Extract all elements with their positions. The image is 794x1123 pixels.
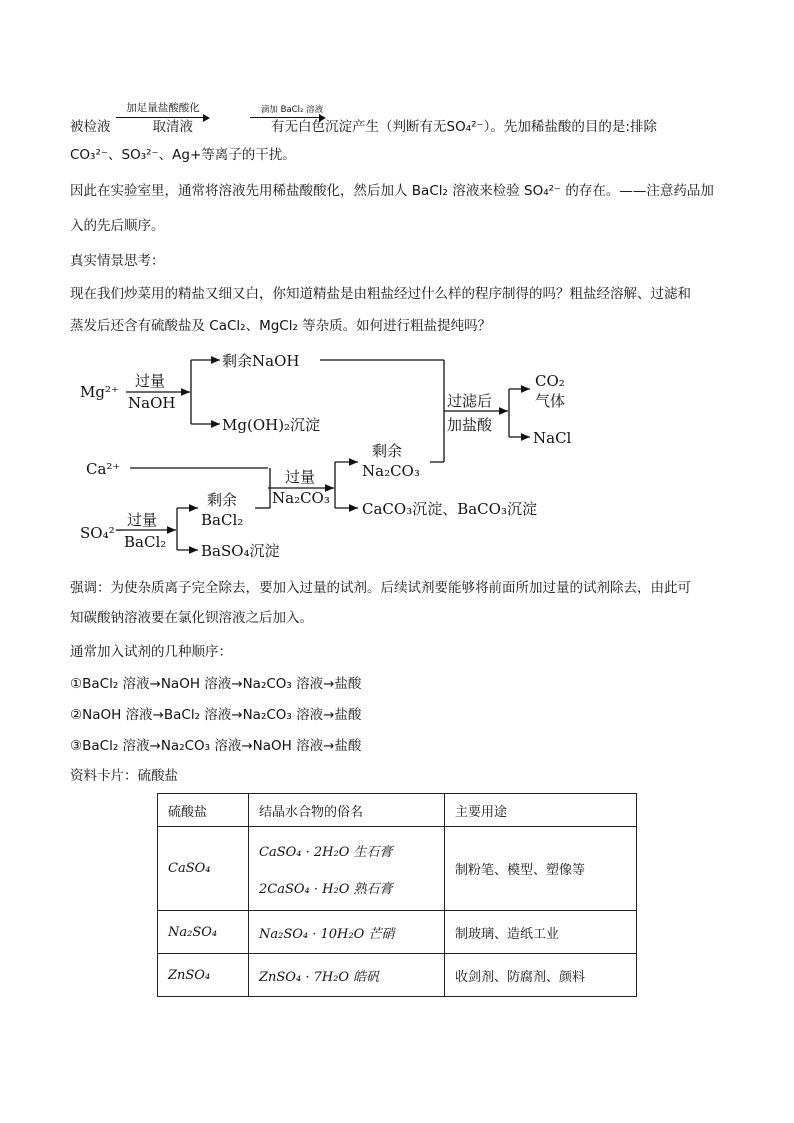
emphasis-line2: 知碳酸钠溶液要在氯化钡溶液之后加入。 (70, 610, 313, 626)
add-hcl-label: 加盐酸 (447, 416, 493, 434)
hydrate-cell (249, 827, 445, 911)
table-row (158, 827, 637, 911)
result-text: 有无白色沉淀产生（判断有无SO₄²⁻）。先加稀盐酸的目的是:排除 (271, 119, 657, 135)
step1-label: 加足量盐酸酸化 (126, 102, 200, 114)
use-cell: 收剑剂、防腐剂、颜料 (445, 954, 637, 997)
nacl-product: NaCl (533, 429, 572, 447)
sample-text: 被检液 (70, 119, 111, 135)
para1-line2: 入的先后顺序。 (70, 218, 165, 234)
sulfate-table (157, 793, 637, 997)
header-salt: 硫酸盐 (158, 794, 249, 827)
card-heading: 资料卡片：硫酸盐 (70, 768, 178, 784)
heading-real: 真实情景思考： (70, 253, 165, 269)
use-cell: 制玻璃、造纸工业 (445, 911, 637, 954)
na2co3-label: Na₂CO₃ (272, 489, 330, 507)
hydrate-cell: Na₂SO₄ · 10H₂O 芒硝 (249, 911, 445, 954)
baso4-precipitate: BaSO₄沉淀 (201, 542, 280, 560)
co2-product: CO₂ (535, 372, 565, 390)
header-use: 主要用途 (445, 794, 637, 827)
emphasis-line1: 强调：为使杂质离子完全除去，要加入过量的试剂。后续试剂要能够将前面所加过量的试剂除去，由此可 (70, 580, 691, 596)
filter-label: 过滤后 (447, 392, 493, 410)
para2-line1: 现在我们炒菜用的精盐又细又白，你知道精盐是由粗盐经过什么样的程序制得的吗？粗盐经溶解、过滤和 (70, 286, 691, 302)
hydrate-name-1: CaSO₄ · 2H₂O 生石膏 (259, 844, 393, 860)
salt-cell: Na₂SO₄ (158, 911, 249, 954)
para1-line1: 因此在实验室里，通常将溶液先用稀盐酸酸化，然后加人 BaCl₂ 溶液来检验 SO₄²⁻ 的存在。——注意药品加 (70, 183, 714, 199)
mgoh2-precipitate: Mg(OH)₂沉淀 (222, 416, 321, 434)
excess-label-2: 过量 (285, 468, 316, 486)
use-cell: 制粉笔、模型、塑像等 (445, 827, 637, 911)
remain-label-1: 剩余 (372, 442, 403, 460)
table-header-row (158, 794, 637, 827)
order-1: ①BaCl₂ 溶液→NaOH 溶液→Na₂CO₃ 溶液→盐酸 (70, 676, 362, 692)
mg-ion: Mg²⁺ (80, 383, 119, 401)
header-hydrate: 结晶水合物的俗名 (249, 794, 445, 827)
na2co3-remain: Na₂CO₃ (362, 462, 420, 480)
so4-ion: SO₄²⁻ (80, 524, 123, 542)
order-heading: 通常加入试剂的几种顺序： (70, 644, 232, 660)
hydrate-name-2: 2CaSO₄ · H₂O 熟石膏 (259, 881, 393, 897)
step2-label: 滴加 BaCl₂ 溶液 (260, 105, 324, 115)
bacl2-remain: BaCl₂ (201, 511, 244, 529)
salt-cell: CaSO₄ (158, 827, 249, 911)
caco3-baco3-precipitate: CaCO₃沉淀、BaCO₃沉淀 (362, 500, 537, 518)
salt-cell: ZnSO₄ (158, 954, 249, 997)
gas-label: 气体 (535, 392, 566, 410)
clear-text: 取清液 (152, 119, 193, 135)
hydrate-cell: ZnSO₄ · 7H₂O 皓矾 (249, 954, 445, 997)
bacl2-label: BaCl₂ (124, 533, 167, 551)
excess-label-1: 过量 (135, 372, 166, 390)
excess-label-3: 过量 (127, 511, 158, 529)
remain-naoh: 剩余NaOH (222, 352, 300, 370)
para2-line2: 蒸发后还含有硫酸盐及 CaCl₂、MgCl₂ 等杂质。如何进行粗盐提纯吗？ (70, 318, 492, 334)
table-row (158, 954, 637, 997)
order-2: ②NaOH 溶液→BaCl₂ 溶液→Na₂CO₃ 溶液→盐酸 (70, 707, 362, 723)
order-3: ③BaCl₂ 溶液→Na₂CO₃ 溶液→NaOH 溶液→盐酸 (70, 738, 362, 754)
ions-line: CO₃²⁻、SO₃²⁻、Ag+等离子的干扰。 (70, 147, 296, 163)
table-row (158, 911, 637, 954)
naoh-label: NaOH (128, 394, 176, 412)
remain-label-2: 剩余 (207, 491, 238, 509)
ca-ion: Ca²⁺ (86, 460, 121, 478)
